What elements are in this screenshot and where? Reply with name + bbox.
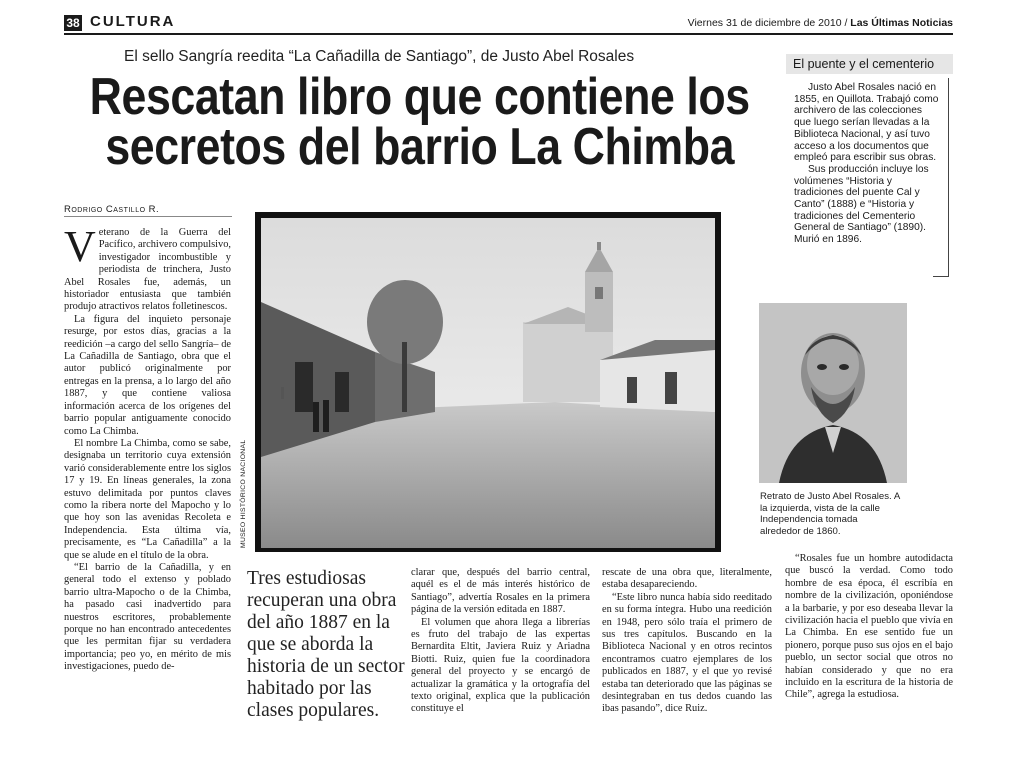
headline-line-1: Rescatan libro que contiene los [89,68,750,126]
pull-quote: Tres estudiosas recuperan una obra del año 1887 en la que se aborda la historia de un sector habitado por las clases populares. [247,568,405,721]
article-column-5 [785,553,953,702]
section-title: CULTURA [90,13,176,30]
paragraph: rescate de una obra que, literalmente, estaba desapareciendo. [602,567,772,591]
paragraph: clarar que, después del barrio central, aquél es el de más interés histórico de Santiago”, advertía Rosales en la primera página de la versión editada en 1887. [411,567,590,616]
paragraph: Sus producción incluye los volúmenes “Historia y tradiciones del puente Cal y Canto” (1888) e “Historia y tradiciones del Cementerio General de Santiago” (1890). Murió en 1896. [794,163,929,246]
photo-credit: MUSEO HISTÓRICO NACIONAL [240,439,247,548]
drop-cap: V [64,222,96,271]
paragraph: Justo Abel Rosales nació en 1855, en Quillota. Trabajó como archivero de las colecciones que luego serían llevadas a la Biblioteca Nacional, y así tuvo acceso a los documentos que empleó para escribir sus obras. [794,82,939,164]
kicker: El sello Sangría reedita “La Cañadilla de Santiago”, de Justo Abel Rosales [124,48,635,65]
paragraph: El nombre La Chimba, como se sabe, designaba un territorio cuya extensión varió considerablemente entre los siglos 17 y 19. En líneas generales, la zona estuvo delimitada por puntos claves como la ribera norte del Mapocho y lo que hoy son las avenidas Recoleta e Independencia. Esta última vía, precisamente, es “La Cañadilla” a la que se alude en el título de la obra. [64,437,231,561]
headline-line-2: secretos del barrio La Chimba [105,118,735,176]
sidebar-body [794,82,940,246]
headline [80,68,759,176]
paragraph: “Este libro nunca había sido reeditado en su forma íntegra. Hubo una reedición en 1948, pero sólo traía el primero de sus tres capítulos. Buscando en la Biblioteca Nacional y en otros recintos encontramos cuatro ejemplares de los publicados en 1887, y el que yo revisé estaba tan deteriorado que las páginas se desintegraban en tus dedos cuando las ibas pasando”, dice Ruiz. [602,591,772,715]
paragraph: eterano de la Guerra del Pacífico, archivero compulsivo, investigador incombustible y periodista de trinchera, Justo Abel Rosales fue, además, un historiador entusiasta que también produjo atractivos relatos folletinescos. [64,227,231,313]
street-photo-illustration [255,212,721,552]
byline-rule [64,216,232,217]
paragraph: “El barrio de la Cañadilla, y en general todo el extenso y poblado barrio ultra-Mapocho o de la Chimba, ha pasado casi inadvertido para nuestros escritores, probablemente porque no han encontrado antecedentes que les permitan fijar su verdadera importancia; peo yo, en mérito de mis investigaciones, puedo de- [64,561,231,673]
publication-name: Las Últimas Noticias [850,17,953,29]
paragraph: La figura del inquieto personaje resurge, por estos días, gracias a la reedición –a cargo del sello Sangría– de La Cañadilla de Santiago, obra que el autor publicó originalmente por entregas en la prensa, a lo largo del año 1887, y que contiene valiosa información acerca de los orígenes del barrio popular antiguamente conocido como La Chimba. [64,313,231,437]
paragraph: El volumen que ahora llega a librerías es fruto del trabajo de las expertas Bernardita Eltit, Javiera Ruiz y Ariadna Biotti. Ruiz, quien fue la coordinadora general del proyecto y se encargó de actualizar la gramática y la ortografía del texto original, explica que la publicación constituye el [411,616,590,715]
header-rule [64,33,953,35]
sidebar-rule [933,276,949,277]
dateline [688,17,953,29]
sidebar-rule [948,78,949,276]
byline: Rodrigo Castillo R. [64,204,160,215]
paragraph: “Rosales fue un hombre autodidacta que buscó la verdad. Como todo hombre de esa época, él escribía en nombre de la civilización, oponiéndose a la barbarie, y por eso deseaba llevar la civilización hacia el pueblo que vivía en La Chimba. En ese sentido fue un pionero, porque puso sus ojos en el bajo pueblo, un sector social que otros no habían considerado y que no era incluido en la escritura de la historia de Chile”, agrega la estudiosa. [785,553,953,701]
page-number: 38 [64,15,82,31]
article-column-3 [411,567,590,716]
portrait-illustration [759,303,907,483]
issue-date: Viernes 31 de diciembre de 2010 / [687,17,848,29]
portrait-caption: Retrato de Justo Abel Rosales. A la izquierda, vista de la calle Independencia tomada alrededor de 1860. [760,491,900,537]
portrait-photo [759,303,907,483]
article-column-4 [602,567,772,716]
article-column-1 [64,222,231,674]
street-photo [255,212,721,552]
sidebar-title: El puente y el cementerio [786,54,953,74]
